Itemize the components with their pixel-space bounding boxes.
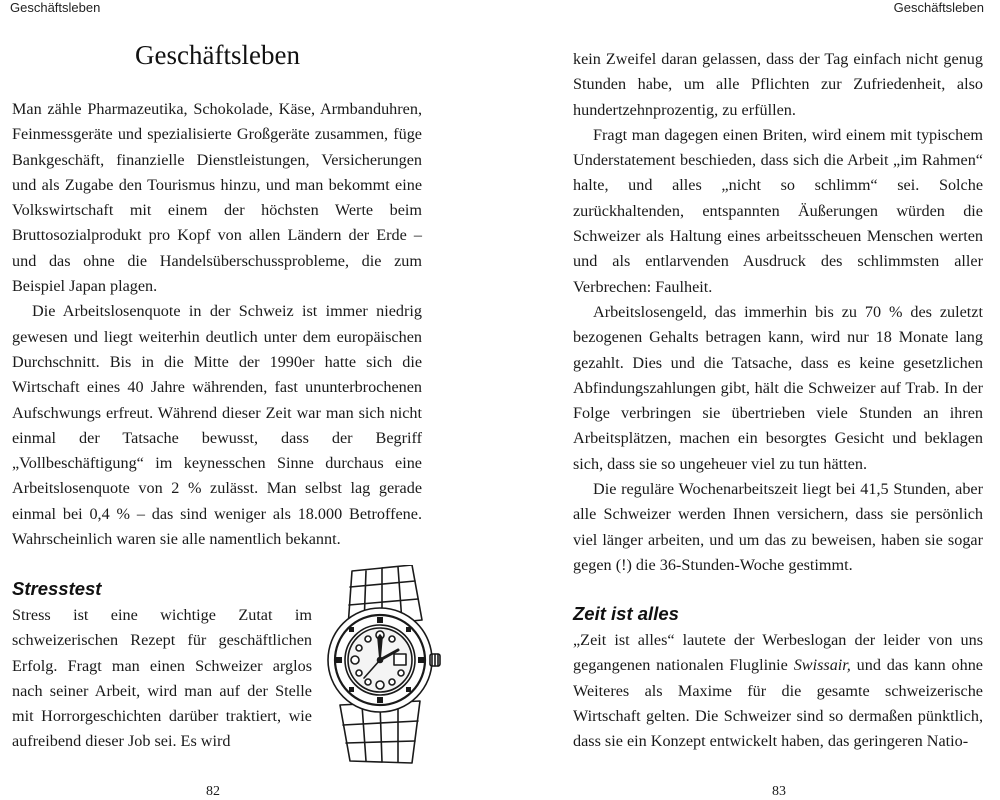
airline-name: Swissair, xyxy=(793,656,851,675)
wristwatch-illustration xyxy=(312,565,452,765)
zeit-ist-alles-text xyxy=(573,628,983,754)
section-heading-zeit-ist-alles: Zeit ist alles xyxy=(573,603,679,624)
right-page xyxy=(500,0,1000,800)
running-head: Geschäftsleben xyxy=(893,0,984,15)
stresstest-text xyxy=(12,603,312,755)
paragraph: Die reguläre Wochenarbeitszeit liegt bei 41,5 Stunden, aber alle Schweizer werden Ihnen versichern, dass sie persönlich viel länger arbeiten, und um das zu beweisen, haben sie sogar gegen (!) die 36-Stunden-Woche gestimmt. xyxy=(573,480,983,574)
paragraph xyxy=(573,628,983,754)
text-segment: „Zeit ist alles“ lautete der Werbeslogan der leider von uns gegangenen nationalen Fluglinie xyxy=(573,631,983,675)
paragraph: Arbeitslosengeld, das immerhin bis zu 70 % des zuletzt bezogenen Gehalts betragen kann, wird nur 18 Monate lang gezahlt. Dies und die Tatsache, dass es keine gesetzlichen Abfindungszahlungen gibt, hält die Schweizer auf Trab. In der Folge verbringen sie übertrieben viele Stunden an ihren Arbeitsplätzen, machen ein besorgtes Gesicht und beklagen sich, dass sie so ungeheuer viel zu tun hätten. xyxy=(573,302,983,473)
paragraph: Stress ist eine wichtige Zutat im schweizerischen Rezept für geschäftlichen Erfolg. Fragt man einen Schweizer arglos nach seiner Arbeit, wird man auf der Stelle mit Horrorgeschichten darüber traktiert, wie aufreibend dieser Job sei. Es wird xyxy=(12,606,312,751)
paragraph: Die Arbeitslosenquote in der Schweiz ist immer niedrig gewesen und liegt weiterhin deutlich unter dem europäischen Durchschnitt. Bis in die Mitte der 1990er hatte sich die Wirtschaft eines 40 Jahre währenden, fast ununterbrochenen Aufschwungs erfreut. Während dieser Zeit war man sich nicht einmal der Tatsache bewusst, dass der Begriff „Vollbeschäftigung“ im keynesschen Sinne durchaus eine Arbeitslosenquote von 2 % zulässt. Man selbst lag gerade einmal bei 0,4 % – das sind weniger als 18.000 Betroffene. Wahrscheinlich waren sie alle namentlich bekannt. xyxy=(12,302,422,549)
paragraph: Man zähle Pharmazeutika, Schokolade, Käse, Armbanduhren, Feinmessgeräte und spezialisierte Großgeräte zusammen, füge Bankgeschäft, finanzielle Dienstleistungen, Versicherungen und als Zugabe den Tourismus hinzu, und man bekommt eine Volkswirtschaft mit einem der höchsten Werte beim Bruttosozialprodukt pro Kopf von allen Ländern der Erde – und das ohne die Handelsüberschussprobleme, die zum Beispiel Japan plagen. xyxy=(12,100,422,296)
left-body-text xyxy=(12,97,422,552)
running-head: Geschäftsleben xyxy=(10,0,101,15)
section-heading-stresstest: Stresstest xyxy=(12,578,102,599)
chapter-title: Geschäftsleben xyxy=(135,40,300,70)
page-number: 82 xyxy=(206,784,220,799)
page-number: 83 xyxy=(772,784,786,799)
right-body-text xyxy=(573,47,983,578)
text-segment: und das kann ohne Weiteres als Maxime für die gesamte schweizerische Wirtschaft gelten. Die Schweizer sind so dermaßen pünktlich, dass sie ein Konzept entwickelt haben, das geringeren Natio- xyxy=(573,656,983,751)
paragraph: kein Zweifel daran gelassen, dass der Tag einfach nicht genug Stunden habe, um alle Pflichten zur Zufriedenheit, also hundertzehnprozentig, zu erfüllen. xyxy=(573,50,983,119)
paragraph: Fragt man dagegen einen Briten, wird einem mit typischem Understatement beschieden, dass sich die Arbeit „im Rahmen“ halte, und alles „nicht so schlimm“ sei. Solche zurückhaltenden, entspannten Äußerungen würden die Schweizer als Haltung eines arbeitsscheuen Menschen werten und als entlarvenden Ausdruck des schlimmsten aller Verbrechen: Faulheit. xyxy=(573,125,983,296)
